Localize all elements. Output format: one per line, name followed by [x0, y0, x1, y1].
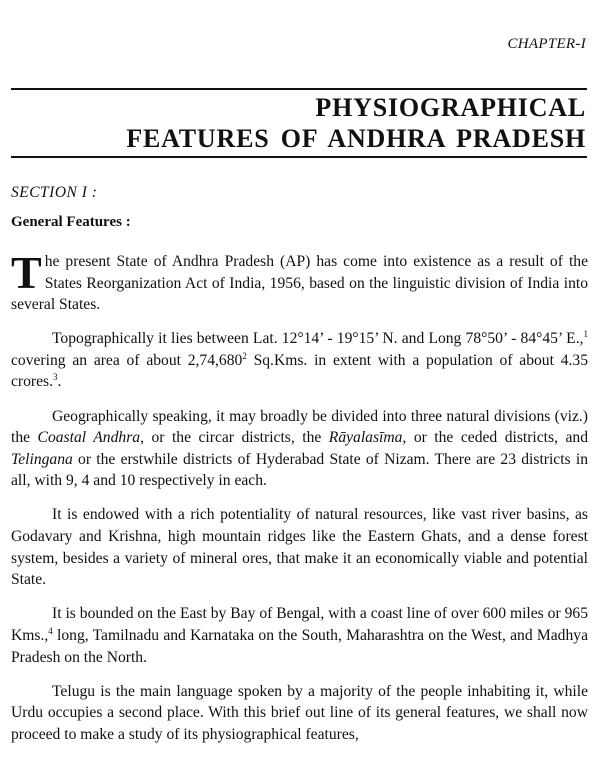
paragraph-3-text-c: or the ceded districts, and	[406, 429, 588, 447]
title-rule-top	[11, 88, 587, 90]
paragraph-2-text-a: Topographically it lies between Lat. 12°14’ - 19°15’ N. and Long 78°50’ - 84°45’ E.,	[52, 330, 584, 348]
footnote-ref-4: 4	[48, 625, 53, 636]
term-coastal-andhra: Coastal Andhra,	[37, 429, 144, 447]
paragraph-2-text-d: .	[57, 373, 62, 391]
drop-cap: T	[11, 247, 42, 298]
paragraph-4: It is endowed with a rich potentiality of natural resources, like vast river basins, as Godavary and Krishna, high mountain ridges like the Eastern Ghats, and a dense forest system, besides a variety of mineral ores, that make it an economically viable and potential State.	[11, 506, 588, 589]
paragraph-6: Telugu is the main language spoken by a majority of the people inhabiting it, while Urdu occupies a second place. With this brief out line of its general features, we shall now proceed to make a study of its physiographical features,	[11, 682, 588, 743]
footnote-ref-3: 3	[53, 372, 58, 383]
footnote-ref-2: 2	[242, 350, 247, 361]
paragraph-5	[11, 603, 588, 668]
term-telingana: Telingana	[11, 450, 73, 468]
section-label: SECTION I :	[11, 184, 98, 201]
paragraph-3-text-a: Geographically speaking, it may broadly be divided into three natural divisions (viz.) the	[11, 407, 588, 447]
paragraph-2-text-b: covering an area of about 2,74,680	[11, 351, 243, 369]
paragraph-1-text: he present State of Andhra Pradesh (AP) has come into existence as a result of the States Reorganization Act of India, 1956, based on the linguistic division of India into several States.	[11, 253, 588, 314]
paragraph-2-text-c: Sq.Kms. in extent with a population of about 4.35 crores.	[11, 351, 588, 391]
paragraph-3-text-b: or the circar districts, the	[143, 429, 329, 447]
footnote-ref-1: 1	[583, 329, 588, 340]
chapter-title-line-2: FEATURES OF ANDHRA PRADESH	[126, 124, 586, 153]
chapter-title	[126, 92, 586, 154]
term-rayalasima: Rāyalasīma,	[328, 429, 407, 447]
body-text	[11, 247, 588, 758]
paragraph-3-text-d: or the erstwhile districts of Hyderabad State of Nizam. There are 23 districts in all, with 9, 4 and 10 respectively in each.	[11, 450, 588, 490]
paragraph-5-text-a: It is bounded on the East by Bay of Bengal, with a coast line of over 600 miles or 965 Kms.,	[11, 605, 588, 644]
paragraph-1	[11, 247, 588, 316]
paragraph-3	[11, 406, 588, 492]
chapter-label: CHAPTER-I	[507, 36, 586, 52]
title-rule-bottom	[11, 156, 587, 158]
paragraph-2	[11, 328, 588, 393]
paragraph-5-text-b: long, Tamilnadu and Karnataka on the South, Maharashtra on the West, and Madhya Pradesh on the North.	[11, 626, 588, 666]
section-subheading: General Features :	[11, 214, 131, 230]
chapter-title-line-1: PHYSIOGRAPHICAL	[315, 93, 586, 122]
